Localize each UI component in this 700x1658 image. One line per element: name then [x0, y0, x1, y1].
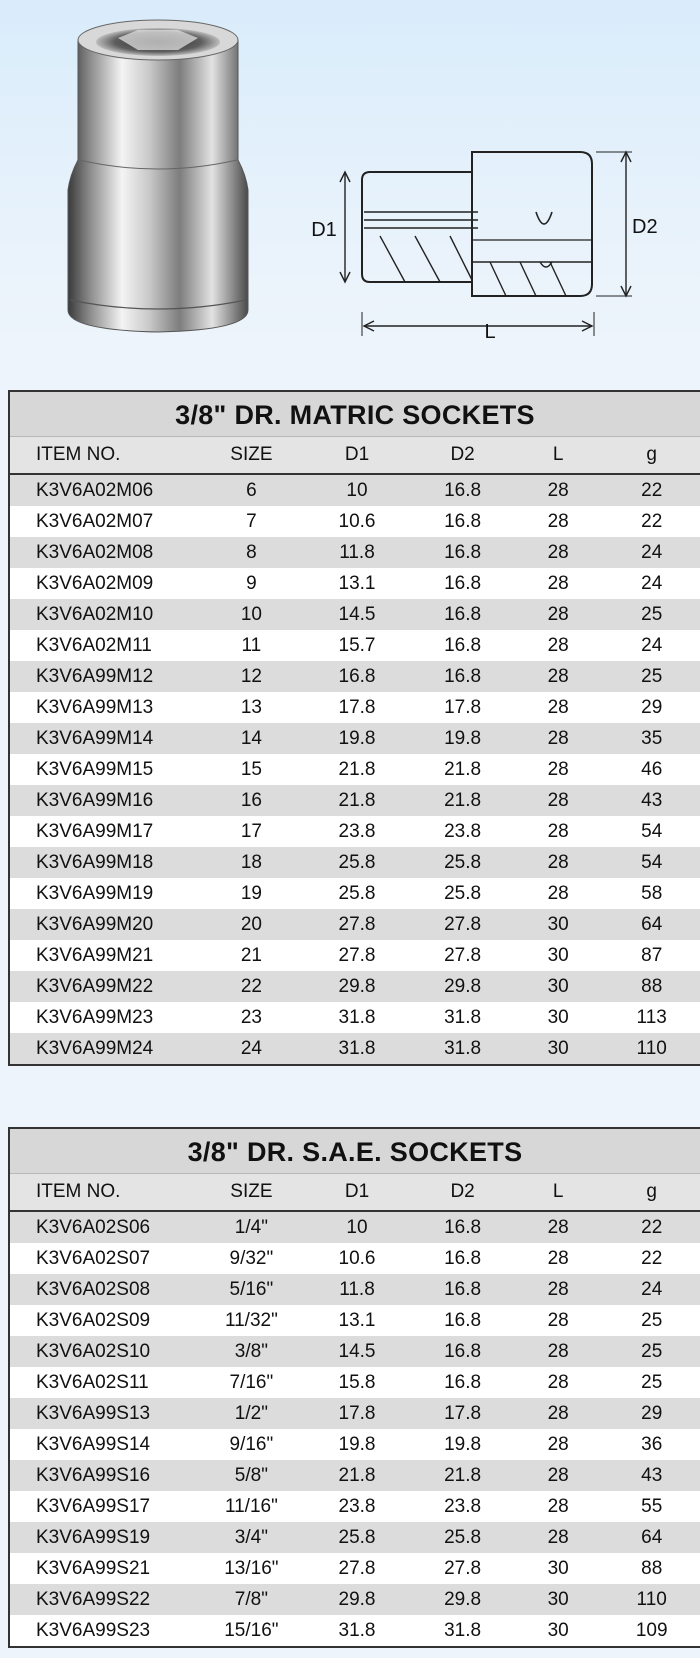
cell-d2: 16.8 — [444, 1309, 482, 1331]
header-item-no: ITEM NO. — [10, 1174, 201, 1212]
cell-l: 28 — [547, 851, 569, 873]
cell-g: 64 — [641, 1526, 663, 1548]
cell-item-no: K3V6A99M22 — [36, 975, 154, 997]
cell-d1: 17.8 — [338, 1402, 376, 1424]
cell-size: 13/16" — [224, 1557, 279, 1579]
cell-size: 11/32" — [224, 1309, 278, 1331]
cell-size: 24 — [240, 1037, 262, 1059]
cell-d2: 29.8 — [444, 1588, 482, 1610]
cell-size: 21 — [240, 944, 262, 966]
cell-g: 25 — [641, 665, 663, 687]
cell-size: 15 — [240, 758, 262, 780]
cell-size: 9/32" — [229, 1247, 274, 1269]
cell-l: 28 — [547, 1278, 569, 1300]
table-row — [10, 754, 700, 785]
cell-item-no: K3V6A99S14 — [36, 1433, 151, 1455]
cell-l: 30 — [547, 1037, 569, 1059]
cell-size: 20 — [240, 913, 262, 935]
cell-g: 22 — [641, 1216, 663, 1238]
table-row — [10, 909, 700, 940]
cell-d2: 16.8 — [444, 1340, 482, 1362]
cell-l: 28 — [547, 727, 569, 749]
cell-l: 30 — [547, 1588, 569, 1610]
cell-d2: 21.8 — [444, 758, 482, 780]
cell-d1: 10.6 — [338, 510, 376, 532]
cell-d1: 10 — [346, 1216, 368, 1238]
cell-l: 28 — [547, 665, 569, 687]
metric-table-body — [10, 474, 700, 1064]
cell-l: 30 — [547, 975, 569, 997]
cell-size: 3/4" — [234, 1526, 268, 1548]
cell-size: 11 — [241, 634, 262, 656]
cell-l: 30 — [547, 913, 569, 935]
cell-size: 5/8" — [234, 1464, 268, 1486]
cell-size: 9 — [246, 572, 257, 594]
cell-g: 25 — [641, 1309, 663, 1331]
cell-d1: 31.8 — [338, 1006, 376, 1028]
cell-g: 29 — [641, 1402, 663, 1424]
header-l: L — [513, 1174, 604, 1212]
metric-table-title: 3/8" DR. MATRIC SOCKETS — [10, 392, 700, 436]
cell-l: 28 — [547, 882, 569, 904]
table-row — [10, 1336, 700, 1367]
cell-g: 29 — [641, 696, 663, 718]
cell-l: 30 — [547, 1006, 569, 1028]
cell-g: 22 — [641, 1247, 663, 1269]
table-row — [10, 1243, 700, 1274]
product-header — [0, 0, 700, 370]
cell-size: 14 — [240, 727, 262, 749]
cell-l: 28 — [547, 510, 569, 532]
cell-l: 28 — [547, 603, 569, 625]
cell-d2: 21.8 — [444, 789, 482, 811]
cell-l: 28 — [547, 1526, 569, 1548]
cell-g: 64 — [641, 913, 663, 935]
cell-g: 25 — [641, 1340, 663, 1362]
cell-d1: 21.8 — [338, 1464, 376, 1486]
cell-g: 24 — [641, 634, 663, 656]
cell-item-no: K3V6A02M07 — [36, 510, 154, 532]
cell-g: 25 — [641, 603, 663, 625]
table-row — [10, 1211, 700, 1243]
cell-g: 43 — [641, 789, 663, 811]
cell-item-no: K3V6A02M06 — [36, 479, 154, 501]
cell-l: 28 — [547, 1309, 569, 1331]
table-row — [10, 1584, 700, 1615]
cell-d1: 29.8 — [338, 1588, 376, 1610]
diagram-label-d2: D2 — [632, 216, 658, 238]
cell-item-no: K3V6A99S13 — [36, 1402, 151, 1424]
table-row — [10, 474, 700, 506]
cell-d2: 23.8 — [444, 1495, 482, 1517]
table-row — [10, 940, 700, 971]
cell-g: 43 — [641, 1464, 663, 1486]
header-item-no: ITEM NO. — [10, 437, 201, 475]
table-row — [10, 971, 700, 1002]
table-header-row — [10, 437, 700, 475]
cell-g: 46 — [641, 758, 663, 780]
cell-size: 12 — [240, 665, 262, 687]
cell-g: 55 — [641, 1495, 663, 1517]
cell-g: 110 — [636, 1037, 667, 1059]
cell-d2: 16.8 — [444, 665, 482, 687]
cell-size: 7/8" — [234, 1588, 268, 1610]
cell-d1: 25.8 — [338, 1526, 376, 1548]
cell-g: 24 — [641, 1278, 663, 1300]
table-row — [10, 1429, 700, 1460]
table-header-row — [10, 1174, 700, 1212]
cell-d1: 15.7 — [338, 634, 376, 656]
cell-l: 28 — [547, 1433, 569, 1455]
cell-l: 28 — [547, 541, 569, 563]
cell-item-no: K3V6A99M20 — [36, 913, 154, 935]
table-row — [10, 1305, 700, 1336]
cell-l: 28 — [547, 789, 569, 811]
cell-d2: 25.8 — [444, 1526, 482, 1548]
cell-item-no: K3V6A02S10 — [36, 1340, 151, 1362]
sae-sockets-table — [10, 1173, 700, 1646]
cell-d1: 23.8 — [338, 820, 376, 842]
cell-d1: 11.8 — [339, 541, 375, 563]
table-row — [10, 847, 700, 878]
cell-size: 16 — [240, 789, 262, 811]
cell-item-no: K3V6A02M09 — [36, 572, 154, 594]
cell-l: 28 — [547, 1464, 569, 1486]
cell-size: 9/16" — [229, 1433, 274, 1455]
cell-d2: 19.8 — [444, 727, 482, 749]
header-d1: D1 — [302, 437, 413, 475]
cell-size: 15/16" — [224, 1619, 279, 1641]
cell-item-no: K3V6A02M11 — [36, 634, 152, 656]
table-row — [10, 1033, 700, 1064]
cell-l: 28 — [547, 1371, 569, 1393]
cell-d2: 17.8 — [444, 1402, 482, 1424]
cell-d1: 29.8 — [338, 975, 376, 997]
cell-size: 17 — [240, 820, 262, 842]
cell-d2: 19.8 — [444, 1433, 482, 1455]
table-row — [10, 785, 700, 816]
cell-d2: 16.8 — [444, 541, 482, 563]
table-row — [10, 661, 700, 692]
cell-g: 24 — [641, 572, 663, 594]
cell-g: 54 — [641, 820, 663, 842]
cell-g: 35 — [641, 727, 663, 749]
cell-d1: 21.8 — [338, 789, 376, 811]
socket-image — [68, 20, 248, 332]
sae-table-body — [10, 1211, 700, 1646]
header-g: g — [603, 1174, 700, 1212]
cell-d2: 25.8 — [444, 882, 482, 904]
cell-l: 28 — [547, 820, 569, 842]
cell-d2: 17.8 — [444, 696, 482, 718]
cell-g: 110 — [636, 1588, 667, 1610]
cell-d1: 17.8 — [338, 696, 376, 718]
cell-d1: 23.8 — [338, 1495, 376, 1517]
cell-item-no: K3V6A99M14 — [36, 727, 154, 749]
table-row — [10, 1398, 700, 1429]
cell-size: 8 — [246, 541, 257, 563]
cell-item-no: K3V6A99S22 — [36, 1588, 151, 1610]
cell-d2: 16.8 — [444, 1247, 482, 1269]
cell-d2: 23.8 — [444, 820, 482, 842]
cell-l: 30 — [547, 1557, 569, 1579]
cell-l: 28 — [547, 1340, 569, 1362]
cell-d1: 27.8 — [338, 944, 376, 966]
table-row — [10, 537, 700, 568]
cell-item-no: K3V6A99M12 — [36, 665, 154, 687]
cell-g: 36 — [641, 1433, 663, 1455]
cell-l: 28 — [547, 1495, 569, 1517]
cell-l: 28 — [547, 1216, 569, 1238]
cell-item-no: K3V6A02S09 — [36, 1309, 151, 1331]
table-row — [10, 568, 700, 599]
header-size: SIZE — [201, 1174, 302, 1212]
table-row — [10, 1460, 700, 1491]
cell-size: 18 — [240, 851, 262, 873]
cell-item-no: K3V6A02M10 — [36, 603, 154, 625]
cell-d2: 25.8 — [444, 851, 482, 873]
metric-sockets-table — [10, 436, 700, 1064]
cell-item-no: K3V6A99S16 — [36, 1464, 151, 1486]
cell-g: 113 — [636, 1006, 667, 1028]
cell-d2: 29.8 — [444, 975, 482, 997]
cell-d1: 31.8 — [338, 1037, 376, 1059]
cell-g: 58 — [641, 882, 663, 904]
cell-l: 30 — [547, 944, 569, 966]
cell-item-no: K3V6A02S08 — [36, 1278, 151, 1300]
cell-d1: 10.6 — [338, 1247, 376, 1269]
cell-size: 5/16" — [229, 1278, 274, 1300]
cell-g: 24 — [641, 541, 663, 563]
cell-d2: 16.8 — [444, 572, 482, 594]
table-row — [10, 1491, 700, 1522]
cell-l: 28 — [547, 696, 569, 718]
header-d2: D2 — [412, 437, 513, 475]
cell-size: 13 — [240, 696, 262, 718]
cell-d1: 16.8 — [338, 665, 376, 687]
table-row — [10, 1522, 700, 1553]
cell-d2: 16.8 — [444, 510, 482, 532]
cell-l: 30 — [547, 1619, 569, 1641]
cell-item-no: K3V6A99M15 — [36, 758, 154, 780]
diagram-label-l: L — [484, 321, 496, 343]
cell-item-no: K3V6A99M23 — [36, 1006, 154, 1028]
dimension-diagram — [340, 152, 632, 336]
cell-d2: 27.8 — [444, 944, 482, 966]
cell-d1: 31.8 — [338, 1619, 376, 1641]
header-size: SIZE — [201, 437, 302, 475]
cell-d1: 14.5 — [338, 603, 376, 625]
cell-d2: 27.8 — [444, 913, 482, 935]
cell-d1: 15.8 — [338, 1371, 376, 1393]
cell-size: 23 — [240, 1006, 262, 1028]
cell-item-no: K3V6A99S21 — [36, 1557, 151, 1579]
cell-d2: 16.8 — [444, 1371, 482, 1393]
cell-item-no: K3V6A99M16 — [36, 789, 154, 811]
metric-sockets-table-panel — [8, 390, 700, 1066]
cell-d2: 16.8 — [444, 603, 482, 625]
cell-d1: 14.5 — [338, 1340, 376, 1362]
cell-d2: 31.8 — [444, 1619, 482, 1641]
cell-d1: 13.1 — [338, 1309, 376, 1331]
sae-table-title: 3/8" DR. S.A.E. SOCKETS — [10, 1129, 700, 1173]
cell-d1: 21.8 — [338, 758, 376, 780]
table-row — [10, 1615, 700, 1646]
cell-item-no: K3V6A99M18 — [36, 851, 154, 873]
cell-d2: 27.8 — [444, 1557, 482, 1579]
cell-d1: 11.8 — [339, 1278, 375, 1300]
cell-size: 1/4" — [234, 1216, 268, 1238]
cell-g: 25 — [641, 1371, 663, 1393]
cell-size: 3/8" — [234, 1340, 268, 1362]
cell-d2: 16.8 — [444, 1278, 482, 1300]
cell-g: 22 — [641, 510, 663, 532]
cell-size: 7/16" — [229, 1371, 274, 1393]
cell-item-no: K3V6A99M17 — [36, 820, 154, 842]
cell-item-no: K3V6A99S19 — [36, 1526, 151, 1548]
cell-size: 22 — [240, 975, 262, 997]
cell-l: 28 — [547, 1247, 569, 1269]
cell-item-no: K3V6A99S17 — [36, 1495, 151, 1517]
cell-g: 109 — [635, 1619, 668, 1641]
table-row — [10, 506, 700, 537]
cell-item-no: K3V6A02S07 — [36, 1247, 151, 1269]
table-row — [10, 1002, 700, 1033]
cell-d1: 27.8 — [338, 913, 376, 935]
cell-g: 22 — [641, 479, 663, 501]
cell-d1: 25.8 — [338, 882, 376, 904]
table-row — [10, 1274, 700, 1305]
table-row — [10, 1367, 700, 1398]
cell-item-no: K3V6A99S23 — [36, 1619, 151, 1641]
cell-l: 28 — [547, 1402, 569, 1424]
header-d2: D2 — [412, 1174, 513, 1212]
cell-size: 11/16" — [224, 1495, 278, 1517]
table-row — [10, 723, 700, 754]
diagram-label-d1: D1 — [311, 219, 337, 241]
cell-item-no: K3V6A02M08 — [36, 541, 154, 563]
cell-d2: 16.8 — [444, 479, 482, 501]
header-g: g — [603, 437, 700, 475]
cell-size: 19 — [240, 882, 262, 904]
cell-item-no: K3V6A99M21 — [36, 944, 154, 966]
cell-l: 28 — [547, 479, 569, 501]
cell-g: 87 — [641, 944, 663, 966]
cell-size: 10 — [240, 603, 262, 625]
product-illustration — [0, 0, 700, 370]
table-row — [10, 878, 700, 909]
cell-item-no: K3V6A99M24 — [36, 1037, 154, 1059]
cell-l: 28 — [547, 634, 569, 656]
cell-size: 6 — [246, 479, 257, 501]
cell-item-no: K3V6A02S06 — [36, 1216, 151, 1238]
cell-l: 28 — [547, 572, 569, 594]
table-row — [10, 1553, 700, 1584]
table-row — [10, 816, 700, 847]
header-l: L — [513, 437, 604, 475]
cell-d1: 13.1 — [338, 572, 376, 594]
table-row — [10, 630, 700, 661]
cell-d1: 19.8 — [338, 1433, 376, 1455]
cell-d2: 21.8 — [444, 1464, 482, 1486]
cell-d1: 19.8 — [338, 727, 376, 749]
cell-d1: 27.8 — [338, 1557, 376, 1579]
cell-d2: 16.8 — [444, 1216, 482, 1238]
cell-d1: 25.8 — [338, 851, 376, 873]
table-row — [10, 692, 700, 723]
cell-g: 54 — [641, 851, 663, 873]
cell-d1: 10 — [346, 479, 368, 501]
cell-item-no: K3V6A02S11 — [36, 1371, 149, 1393]
header-d1: D1 — [302, 1174, 413, 1212]
cell-g: 88 — [641, 975, 663, 997]
table-row — [10, 599, 700, 630]
cell-l: 28 — [547, 758, 569, 780]
cell-size: 1/2" — [234, 1402, 268, 1424]
cell-size: 7 — [246, 510, 257, 532]
cell-d2: 31.8 — [444, 1037, 482, 1059]
sae-sockets-table-panel — [8, 1127, 700, 1648]
cell-d2: 16.8 — [444, 634, 482, 656]
cell-item-no: K3V6A99M13 — [36, 696, 154, 718]
cell-g: 88 — [641, 1557, 663, 1579]
cell-d2: 31.8 — [444, 1006, 482, 1028]
cell-item-no: K3V6A99M19 — [36, 882, 154, 904]
